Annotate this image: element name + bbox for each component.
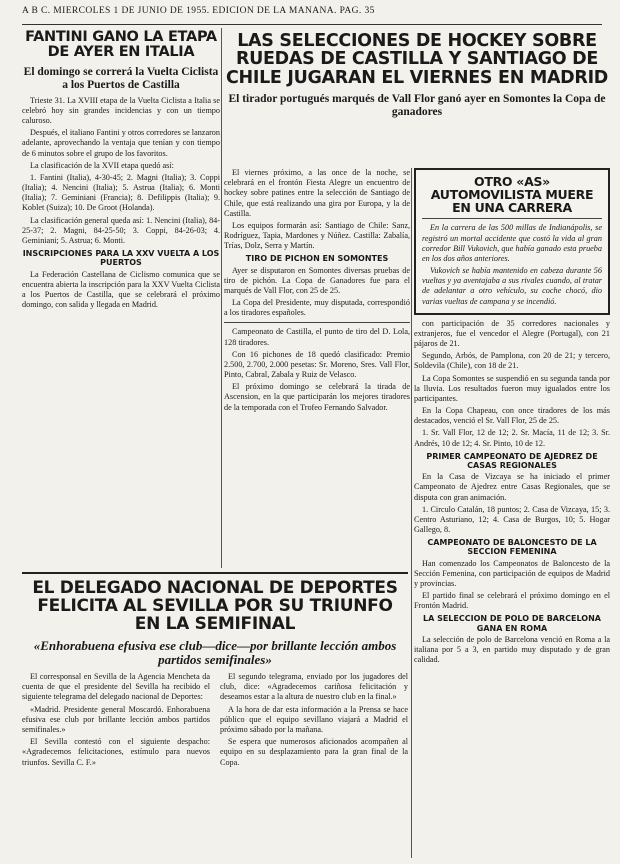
col3-paragraph: La Copa Somontes se suspendió en su segunda tanda por la lluvia. Los resultados fueron muy igualados entre los participantes. xyxy=(414,373,610,403)
ajedrez-mini-title: PRIMER CAMPEONATO DE AJEDREZ DE CASAS REGIONALES xyxy=(426,451,598,470)
tiro-mini-title: TIRO DE PICHON EN SOMONTES xyxy=(245,254,389,264)
hockey-body xyxy=(224,168,410,568)
mid-paragraph: Con 16 pichones de 18 quedó clasificado: Premio 2.500, 2.700, 2.000 pesetas: Sr. Moreno, Sres. Vall Flor, Pinto, Cabral, Zabala y Ruiz de Velasco. xyxy=(224,349,410,380)
mid-paragraph: Campeonato de Castilla, el punto de tiro del D. Lola, 128 tiradores. xyxy=(224,327,410,347)
page-header xyxy=(22,6,602,25)
fantini-mini-title: INSCRIPCIONES PARA LA XXV VUELTA A LOS PUERTOS xyxy=(22,249,220,268)
hockey-paragraph: Ayer se disputaron en Somontes diversas pruebas de tiro de pichón. La Copa de Ganadores fue para el marqués de Vall Flor, con 25 de 25. xyxy=(224,265,410,295)
hockey-paragraph: El viernes próximo, a las once de la noche, se celebrará en el frontón Fiesta Alegre un encuentro de hockey sobre patines entre la selección de Santiago de Chile, que está realizando una gira por Europa, y la de Castilla. xyxy=(224,168,410,218)
otro-paragraph: Vukovich se había mantenido en cabeza durante 56 vueltas y ya aventajaba a sus rivales cuando, al tratar de adelantar a otro vehículo, su coche chocó, dio varias vueltas de campana y se incendió. xyxy=(422,266,602,306)
fantini-subheadline: El domingo se correrá la Vuelta Ciclista a los Puertos de Castilla xyxy=(23,66,219,92)
fantini-paragraph: 1. Fantini (Italia), 4-30-45; 2. Magni (Italia); 3. Coppi (Italia); 4. Nencini (Italia); 5. Astrua (Italia); 6. Monti (Italia); 7. Geminiani (Francia); 8. Defilippis (Italia); 9. Koblet (Suiza); 10. De Groot (Holanda). xyxy=(22,172,220,213)
section-rule xyxy=(224,322,410,323)
hockey-article xyxy=(224,28,610,166)
otro-headline: OTRO «AS» AUTOMOVILISTA MUERE EN UNA CARRERA xyxy=(430,174,594,216)
fantini-paragraph: Trieste 31. La XVIII etapa de la Vuelta Ciclista a Italia se celebró hoy sin grandes incidencias y con un tiempo caluroso. xyxy=(22,95,220,126)
hockey-headline: LAS SELECCIONES DE HOCKEY SOBRE RUEDAS DE CASTILLA Y SANTIAGO DE CHILE JUGARAN EL VIERNES EN MADRID xyxy=(225,31,609,88)
col3-paragraph: 1. Sr. Vall Flor, 12 de 12; 2. Sr. Macía, 11 de 12; 3. Sr. Andrés, 10 de 12; 4. Sr. Pinto, 10 de 12. xyxy=(414,428,610,448)
col3-paragraph: El partido final se celebrará el próximo domingo en el Frontón Madrid. xyxy=(414,591,610,611)
col3-paragraph: Segundo, Arbós, de Pamplona, con 20 de 21; y tercero, Soldevila (Chile), con 18 de 21. xyxy=(414,351,610,371)
col3-paragraph: Han comenzado los Campeonatos de Baloncesto de la Sección Femenina, con participación de equipos de Madrid y provincias. xyxy=(414,558,610,588)
mid-paragraph: El próximo domingo se celebrará la tirada de Ascension, en la que participarán los mejores tiradores de la temporada con el Trofeo Fernando Salvador. xyxy=(224,382,410,412)
column-divider xyxy=(411,168,412,858)
header-line: A B C. MIERCOLES 1 DE JUNIO DE 1955. EDICION DE LA MAÑANA. PAG. 35 xyxy=(22,6,375,16)
delegado-article xyxy=(22,572,408,858)
col3-paragraph: La selección de polo de Barcelona venció en Roma a la italiana por 5 a 3, en partido muy disputado y de gran calidad. xyxy=(414,634,610,665)
delegado-paragraph: El Sevilla contestó con el siguiente despacho: «Agradecemos felicitaciones, estímulo para nuevos triunfos. Sevilla C. F.» xyxy=(22,737,210,767)
fantini-paragraph: La clasificación de la XVII etapa quedó así: xyxy=(30,160,174,170)
delegado-paragraph: El segundo telegrama, enviado por los jugadores del club, dice: «Agradecemos cariñosa felicitación y deseamos estar a la altura de nuestro club en la final.» xyxy=(220,672,408,702)
fantini-paragraph: La clasificación general queda así: 1. Nencini (Italia), 84-25-37; 2. Magni, 84-25-50; 3. Coppi, 84-26-03; 4. Geminiani; 5. Astrua; 6. Monti. xyxy=(22,215,220,245)
right-column xyxy=(414,168,610,858)
delegado-paragraph: El corresponsal en Sevilla de la Agencia Mencheta da cuenta de que el presidente del Sevilla ha recibido el siguiente telegrama del delegado nacional de Deportes: xyxy=(22,672,210,702)
fantini-paragraph: La Federación Castellana de Ciclismo comunica que se encuentra abierta la inscripción para la XXV Vuelta Ciclista a los Puertos de Castilla, que se celebrará el próximo domingo, con salida y llegada en Madrid. xyxy=(22,269,220,310)
col3-paragraph: En la Casa de Vizcaya se ha iniciado el primer Campeonato de Ajedrez entre Casas Regionales, que se disputa con gran animación. xyxy=(414,472,610,502)
hockey-paragraph: La Copa del Presidente, muy disputada, correspondió a los tiradores españoles. xyxy=(224,298,410,318)
hockey-paragraph: Los equipos formarán así: Santiago de Chile: Sanz, Rodríguez, Tapia, Mardones y Núñez. Castilla: Zabalía, Trías, Dolz, Serra y Martín. xyxy=(224,220,410,251)
delegado-paragraph: A la hora de dar esta información a la Prensa se hace público que el equipo sevillano viajará a Madrid el próximo sábado por la mañana. xyxy=(220,704,408,734)
section-rule xyxy=(22,572,408,574)
delegado-paragraph: «Madrid. Presidente general Moscardó. Enhorabuena efusiva ese club por brillante lección ambos partidos semifinales.» xyxy=(22,704,210,734)
baloncesto-mini-title: CAMPEONATO DE BALONCESTO DE LA SECCION FEMENINA xyxy=(427,538,597,557)
otro-box xyxy=(414,168,610,315)
col3-paragraph: En la Copa Chapeau, con once tiradores de los más destacados, venció el Sr. Vall Flor, 25 de 25. xyxy=(414,406,610,426)
fantini-headline: FANTINI GANO LA ETAPA DE AYER EN ITALIA xyxy=(25,29,217,61)
polo-mini-title: LA SELECCION DE POLO DE BARCELONA GANA EN ROMA xyxy=(423,614,601,633)
fantini-paragraph: Después, el italiano Fantini y otros corredores se lanzaron adelante, aprovechando la ventaja que tenían y con tiempo de 6 minutos sobre el grupo de los favoritos. xyxy=(22,128,220,158)
otro-paragraph: En la carrera de las 500 millas de Indianápolis, se registró un mortal accidente que costó la vida al gran corredor Bill Vukovich, que había ganado esta prueba en los dos años anteriores. xyxy=(422,223,602,263)
col3-paragraph: 1. Circulo Catalán, 18 puntos; 2. Casa de Vizcaya, 15; 3. Centro Asturiano, 12; 4. Casa de Burgos, 10; 5. Hogar Gallego, 8. xyxy=(414,504,610,535)
delegado-headline: EL DELEGADO NACIONAL DE DEPORTES FELICITA AL SEVILLA POR SU TRIUNFO EN LA SEMIFINAL xyxy=(32,578,398,634)
delegado-paragraph: Se espera que numerosos aficionados acompañen al equipo en su desplazamiento para la gran final de la Copa. xyxy=(220,737,408,767)
box-rule xyxy=(422,218,602,219)
delegado-subheadline: «Enhorabuena efusiva ese club—dice—por brillante lección ambos partidos semifinales» xyxy=(33,637,397,667)
column-divider xyxy=(221,28,222,568)
col3-paragraph: con participación de 35 corredores nacionales y extranjeros, fue el vencedor el Alegre (Portugal), con 21 pájaros de 21. xyxy=(414,318,610,349)
fantini-article xyxy=(22,28,220,568)
hockey-subheadline: El tirador portugués marqués de Vall Flor ganó ayer en Somontes la Copa de ganadores xyxy=(228,93,606,118)
